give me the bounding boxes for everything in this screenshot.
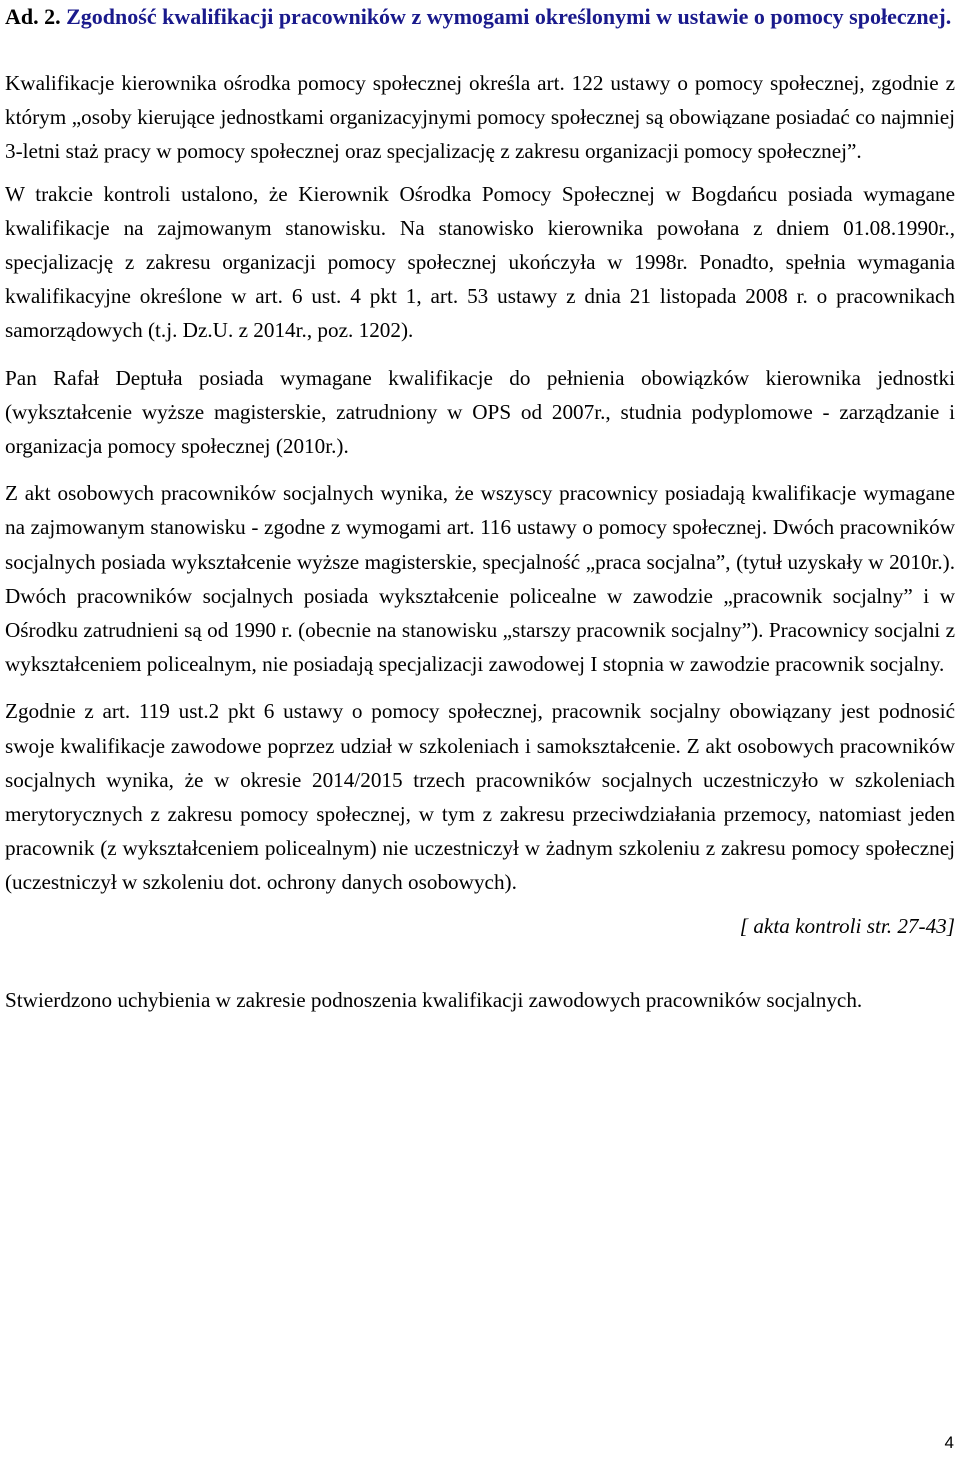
section-heading [5, 0, 955, 33]
paragraph-manager-qualifications-law: Kwalifikacje kierownika ośrodka pomocy społecznej określa art. 122 ustawy o pomocy społecznej, zgodnie z którym „osoby kierujące jednostkami organizacyjnymi pomocy społecznej są obowiązane posiadać co najmniej 3-letni staż pracy w pomocy społecznej oraz specjalizację z zakresu organizacji pomocy społecznej”. [5, 71, 955, 164]
section-number: Ad. 2. [5, 4, 61, 29]
section-title: Zgodność kwalifikacji pracowników z wymogami określonymi w ustawie o pomocy społecznej. [66, 4, 952, 29]
paragraph-deputy-qualifications: Pan Rafał Deptuła posiada wymagane kwalifikacje do pełnienia obowiązków kierownika jednostki (wykształcenie wyższe magisterskie, zatrudniony w OPS od 2007r., studnia podyplomowe - zarządzanie i organizacja pomocy społecznej (2010r.). [5, 365, 955, 459]
paragraph-training-obligation: Zgodnie z art. 119 ust.2 pkt 6 ustawy o pomocy społecznej, pracownik socjalny obowiązany jest podnosić swoje kwalifikacje zawodowe poprzez udział w szkoleniach i samokształcenie. Z akt osobowych pracowników socjalnych wynika, że w okresie 2014/2015 trzech pracowników socjalnych uczestniczyło w szkoleniach merytorycznych z zakresu pomocy społecznej, w tym z zakresu przeciwdziałania przemocy, natomiast jeden pracownik (z wykształceniem policealnym) nie uczestniczył w żadnym szkoleniu z zakresu pomocy społecznej (uczestniczył w szkoleniu dot. ochrony danych osobowych). [5, 699, 955, 895]
paragraph-social-workers-qualifications: Z akt osobowych pracowników socjalnych wynika, że wszyscy pracownicy posiadają kwalifikacje wymagane na zajmowanym stanowisku - zgodne z wymogami art. 116 ustawy o pomocy społecznej. Dwóch pracowników socjalnych posiada wykształcenie wyższe magisterskie, specjalność „praca socjalna”, (tytuł uzyskały w 2010r.). Dwóch pracowników socjalnych posiada wykształcenie policealne w zawodzie „pracownik socjalny” i w Ośrodku zatrudnieni są od 1990 r. (obecnie na stanowisku „starszy pracownik socjalny”). Pracownicy socjalni z wykształceniem policealnym, nie posiadają specjalizacji zawodowej I stopnia w zawodzie pracownik socjalny. [5, 481, 955, 677]
document-page [5, 0, 955, 1017]
citation-reference: [ akta kontroli str. 27-43] [739, 913, 955, 938]
finding-statement: Stwierdzono uchybienia w zakresie podnoszenia kwalifikacji zawodowych pracowników socjalnych. [5, 987, 863, 1012]
page-number: 4 [944, 1433, 954, 1452]
paragraph-manager-inspection: W trakcie kontroli ustalono, że Kierownik Ośrodka Pomocy Społecznej w Bogdańcu posiada wymagane kwalifikacje na zajmowanym stanowisku. Na stanowisko kierownika powołana z dniem 01.08.1990r., specjalizację z zakresu organizacji pomocy społecznej ukończyła w 1998r. Ponadto, spełnia wymagania kwalifikacyjne określone w art. 6 ust. 4 pkt 1, art. 53 ustawy z dnia 21 listopada 2008 r. o pracownikach samorządowych (t.j. Dz.U. z 2014r., poz. 1202). [5, 181, 955, 343]
